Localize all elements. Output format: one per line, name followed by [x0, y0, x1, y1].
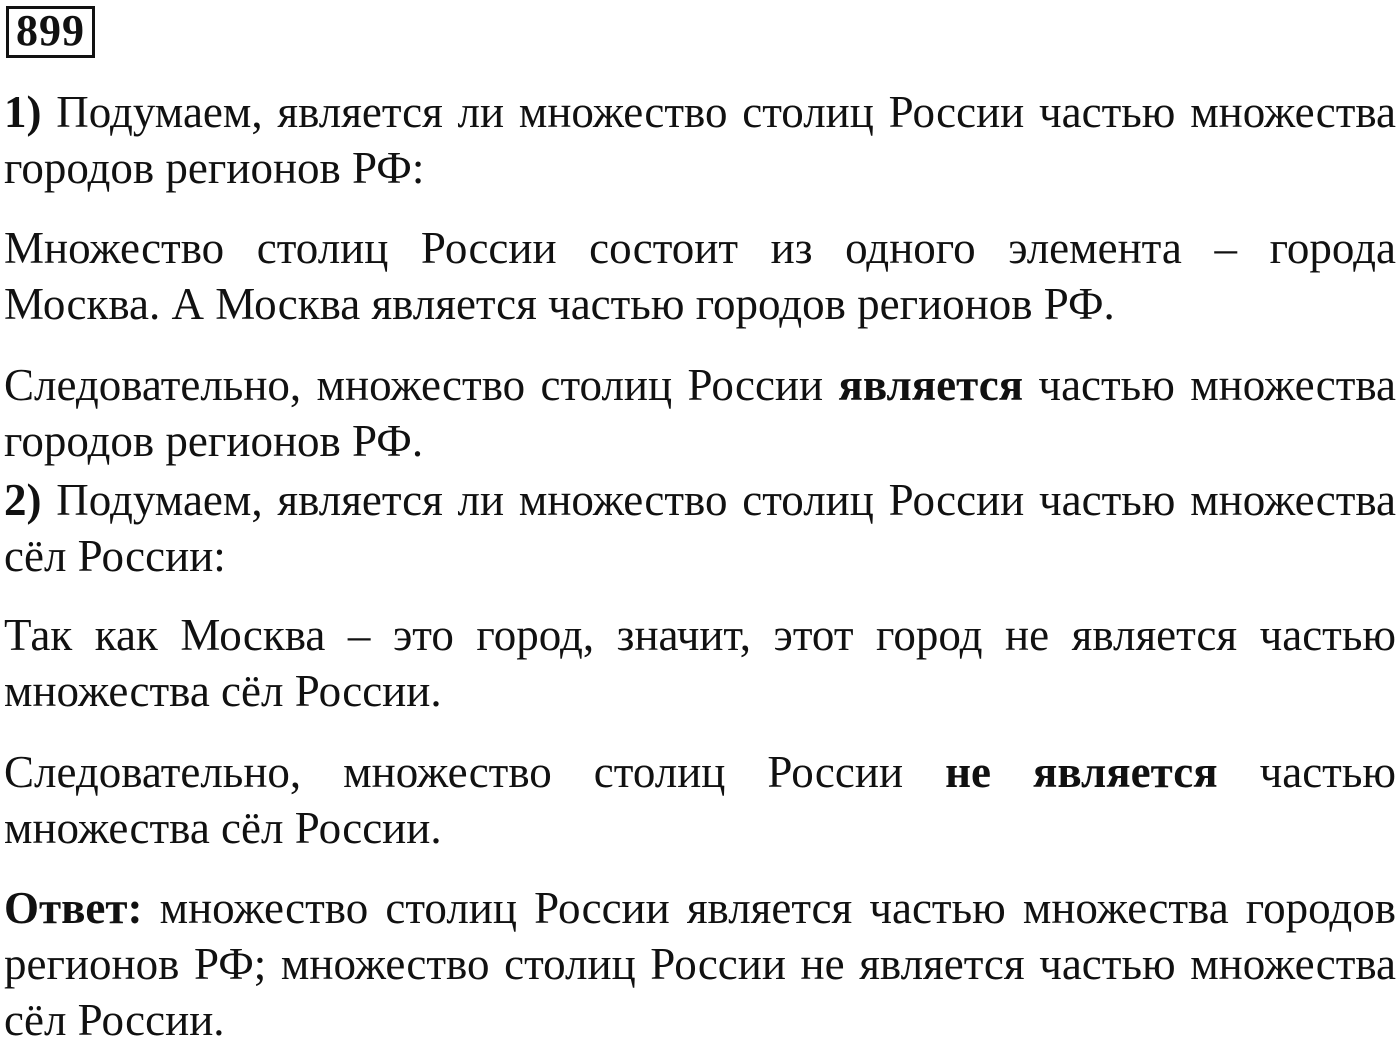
part2-reason-line2: множества сёл России.	[4, 666, 442, 716]
part2-conclusion	[4, 744, 1396, 856]
part2-reasoning	[4, 607, 1396, 719]
answer	[4, 880, 1396, 1048]
part1-concl-line2: городов регионов РФ.	[4, 416, 424, 466]
part1-conclusion	[4, 357, 1396, 469]
answer-line2: регионов РФ; множество столиц России не является частью множества	[4, 939, 1396, 989]
part1-concl-emphasis: является	[838, 360, 1024, 410]
answer-line1: Ответ: множество столиц России является частью множества городов	[4, 883, 1396, 933]
task-number: 899	[16, 6, 85, 55]
answer-line3: сёл России.	[4, 995, 225, 1045]
part2-reason-line1: Так как Москва – это город, значит, этот город не является частью	[4, 610, 1396, 660]
part2-concl-emphasis: не является	[945, 747, 1218, 797]
part1-reason-line1: Множество столиц России состоит из одного элемента – города	[4, 223, 1396, 273]
part2-marker: 2)	[4, 475, 42, 525]
part1-reasoning	[4, 220, 1396, 332]
part1-intro	[4, 84, 1396, 196]
part2-intro-line1: 2) Подумаем, является ли множество столиц России частью множества	[4, 475, 1396, 525]
part1-intro-line2: городов регионов РФ:	[4, 143, 425, 193]
part2-concl-line2: множества сёл России.	[4, 803, 442, 853]
answer-label: Ответ:	[4, 883, 143, 933]
task-number-box	[6, 6, 95, 58]
part1-concl-line1: Следовательно, множество столиц России является частью множества	[4, 360, 1396, 410]
part2-intro-line2: сёл России:	[4, 531, 226, 581]
part1-reason-line2: Москва. А Москва является частью городов регионов РФ.	[4, 279, 1115, 329]
part2-concl-line1: Следовательно, множество столиц России не является частью	[4, 747, 1396, 797]
part1-intro-line1: 1) Подумаем, является ли множество столиц России частью множества	[4, 87, 1396, 137]
part2-intro	[4, 472, 1396, 584]
part1-marker: 1)	[4, 87, 42, 137]
